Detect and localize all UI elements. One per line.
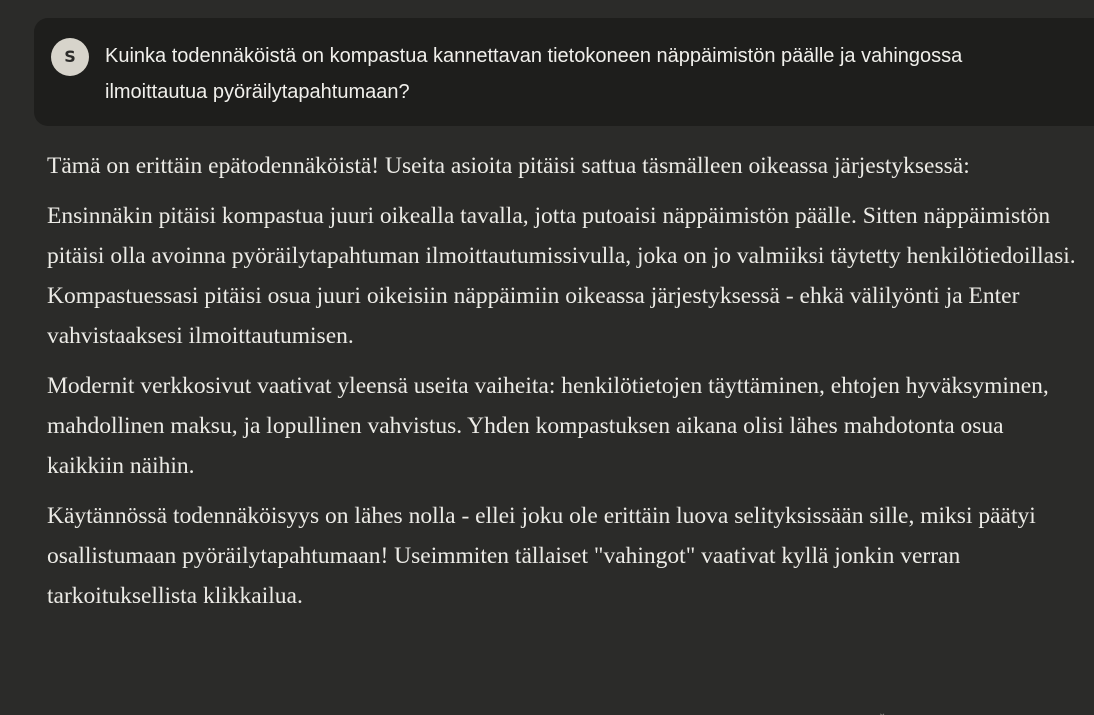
response-paragraph: Käytännössä todennäköisyys on lähes nolla - ellei joku ole erittäin luova selityksissään sille, miksi päätyi osallistumaan pyöräilytapahtumaan! Useimmiten tällaiset "vahingot" vaativat kyllä jonkin verran tarkoituksellista klikkailua. — [47, 503, 1036, 609]
response-paragraph: Modernit verkkosivut vaativat yleensä useita vaiheita: henkilötietojen täyttäminen, ehtojen hyväksyminen, mahdollinen maksu, ja lopullinen vahvistus. Yhden kompastuksen aikana olisi lähes mahdotonta osua kaikkiin näihin. — [47, 373, 1049, 479]
user-message-text: Kuinka todennäköistä on kompastua kannettavan tietokoneen näppäimistön päälle ja vahingossa ilmoittautua pyöräilytapahtumaan? — [105, 45, 963, 103]
assistant-response — [47, 146, 1077, 626]
scroll-more-icon[interactable]: ⌄ — [878, 708, 887, 715]
response-paragraph: Tämä on erittäin epätodennäköistä! Useita asioita pitäisi sattua täsmälleen oikeassa järjestyksessä: — [47, 153, 970, 179]
user-avatar[interactable]: S — [51, 38, 89, 76]
user-message-bubble — [34, 18, 1094, 126]
response-paragraph: Ensinnäkin pitäisi kompastua juuri oikealla tavalla, jotta putoaisi näppäimistön päälle. Sitten näppäimistön pitäisi olla avoinna pyöräilytapahtuman ilmoittautumissivulla, joka on jo valmiiksi täytetty henkilötiedoillasi. Kompastuessasi pitäisi osua juuri oikeisiin näppäimiin oikeassa järjestyksessä - ehkä välilyönti ja Enter vahvistaaksesi ilmoittautumisen. — [47, 203, 1076, 349]
